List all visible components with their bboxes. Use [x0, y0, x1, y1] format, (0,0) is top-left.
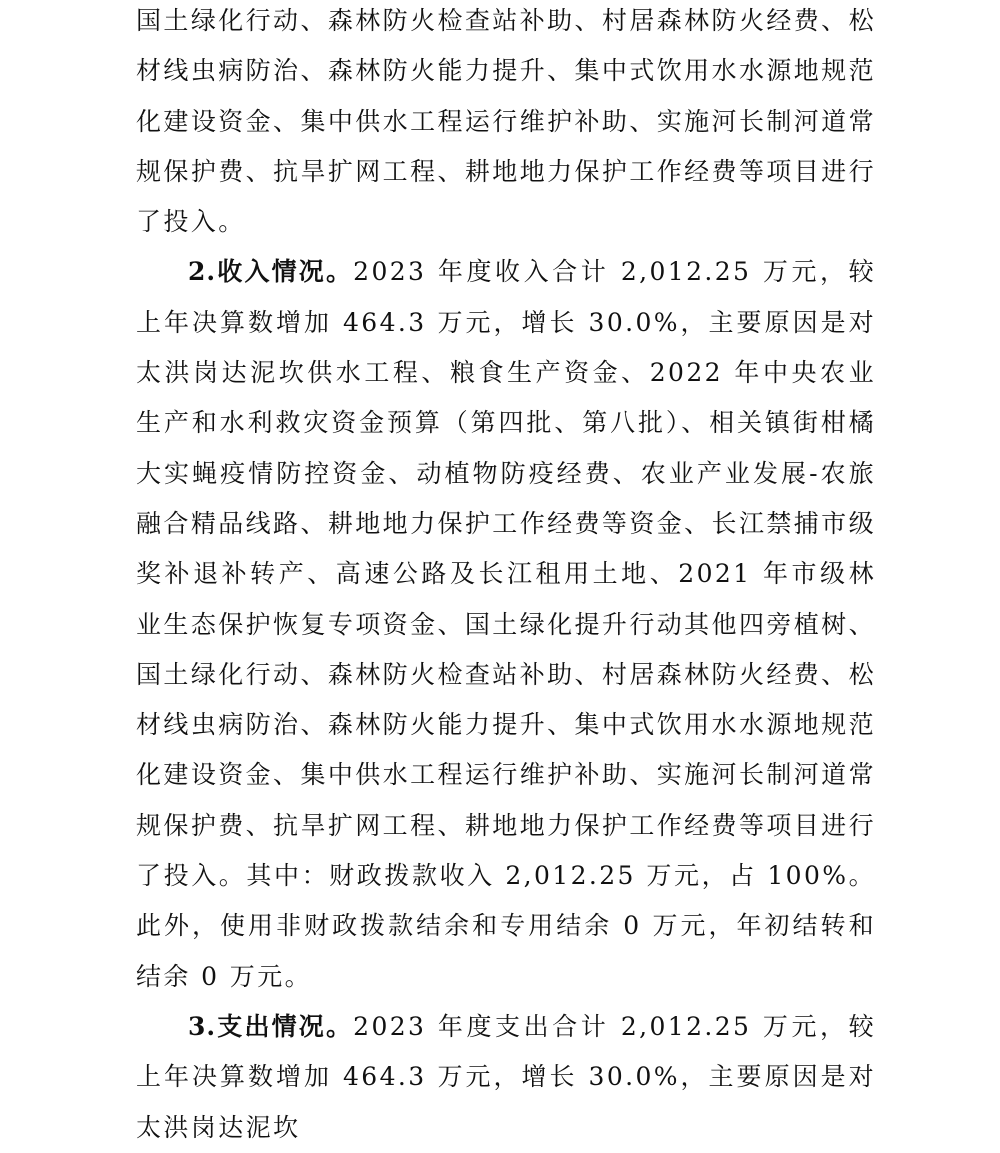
continued-paragraph: 国土绿化行动、森林防火检查站补助、村居森林防火经费、松材线虫病防治、森林防火能力提升、集中式饮用水水源地规范化建设资金、集中供水工程运行维护补助、实施河长制河道常规保护费、抗旱扩网工程、耕地地力保护工作经费等项目进行了投入。	[136, 6, 876, 237]
expense-paragraph	[136, 1002, 876, 1153]
income-paragraph	[136, 247, 876, 1001]
document-page	[136, 0, 876, 1153]
income-heading: 2.收入情况。	[188, 257, 354, 287]
expense-heading: 3.支出情况。	[188, 1011, 354, 1041]
expense-body: 2023 年度支出合计 2,012.25 万元，较上年决算数增加 464.3 万元，增长 30.0%，主要原因是对太洪岗达泥坎	[136, 1011, 876, 1142]
income-body: 2023 年度收入合计 2,012.25 万元，较上年决算数增加 464.3 万元，增长 30.0%，主要原因是对太洪岗达泥坎供水工程、粮食生产资金、2022 年中央农业生产和水利救灾资金预算（第四批、第八批）、相关镇街柑橘大实蝇疫情防控资金、动植物防疫经费、农业产业发展-农旅融合精品线路、耕地地力保护工作经费等资金、长江禁捕市级奖补退补转产、高速公路及长江租用土地、2021 年市级林业生态保护恢复专项资金、国土绿化提升行动其他四旁植树、国土绿化行动、森林防火检查站补助、村居森林防火经费、松材线虫病防治、森林防火能力提升、集中式饮用水水源地规范化建设资金、集中供水工程运行维护补助、实施河长制河道常规保护费、抗旱扩网工程、耕地地力保护工作经费等项目进行了投入。其中：财政拨款收入 2,012.25 万元，占 100%。此外，使用非财政拨款结余和专用结余 0 万元，年初结转和结余 0 万元。	[136, 257, 876, 991]
